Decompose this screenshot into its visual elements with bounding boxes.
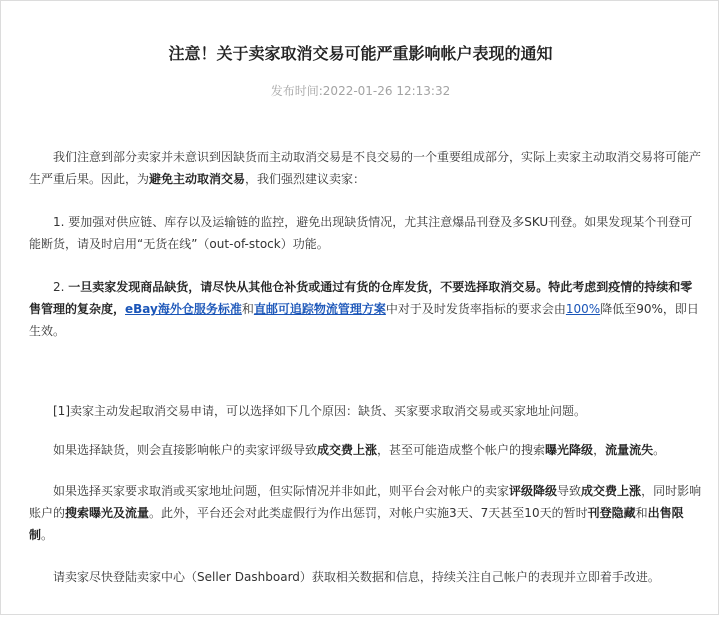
item2-bold-1: 一旦卖家发现商品缺货，请尽快从其他仓补货或通过有货的仓库发货，不要选择取消交易。特此考虑到疫情的持续和零售管理的复杂度，: [29, 280, 693, 316]
article-title: 注意！关于卖家取消交易可能严重影响帐户表现的通知: [168, 44, 553, 63]
br-text-3: ，同时影响账户的: [29, 484, 702, 520]
intro-bold-1: 避免主动取消交易: [149, 172, 246, 186]
br-text-2: 导致: [557, 484, 582, 498]
oos-bold-1: 成交费上涨: [317, 443, 378, 457]
link-ebay-overseas-warehouse[interactable]: eBay海外仓服务标准: [125, 302, 242, 316]
br-bold-4: 刊登隐藏: [587, 506, 636, 520]
paragraph-closing: 请卖家尽快登陆卖家中心（Seller Dashboard）获取相关数据和信息，持续关注自己帐户的表现并立即着手改进。: [53, 570, 660, 584]
paragraph-item-1: 1. 要加强对供应链、库存以及运输链的监控，避免出现缺货情况，尤其注意爆品刊登及多SKU刊登。如果发现某个刊登可能断货，请及时启用“无货在线”（out-of-stock）功能。: [29, 215, 693, 251]
link-direct-mail-logistics[interactable]: 直邮可追踪物流管理方案: [253, 302, 386, 316]
oos-bold-2: 曝光降级: [545, 443, 594, 457]
item2-text-3: 中对于及时发货率指标的要求会由: [385, 302, 566, 316]
oos-text-2: ，甚至可能造成整个帐户的搜索: [377, 443, 546, 457]
br-text-6: 。: [41, 528, 54, 542]
item2-text-4: 降低至90%，即日生效。: [29, 302, 699, 338]
oos-text-3: ，: [593, 443, 606, 457]
paragraph-reasons: [1]卖家主动发起取消交易申请，可以选择如下几个原因：缺货、买家要求取消交易或买家地址问题。: [53, 404, 587, 418]
link-100-percent[interactable]: 100%: [565, 302, 601, 316]
intro-text-1: 我们注意到部分卖家并未意识到因缺货而主动取消交易是不良交易的一个重要组成部分，实际上卖家主动取消交易将可能产生严重后果。因此，为: [29, 150, 702, 186]
oos-text-1: 如果选择缺货，则会直接影响帐户的卖家评级导致: [53, 443, 318, 457]
br-bold-3: 搜索曝光及流量: [65, 506, 150, 520]
publish-time: 发布时间:2022-01-26 12:13:32: [270, 84, 451, 98]
br-bold-2: 成交费上涨: [581, 484, 642, 498]
item2-text-1: 2.: [53, 280, 69, 294]
oos-text-4: 。: [653, 443, 666, 457]
paragraph-intro: [29, 146, 704, 190]
oos-bold-3: 流量流失: [605, 443, 654, 457]
item2-text-2: 和: [241, 302, 254, 316]
br-bold-1: 评级降级: [509, 484, 558, 498]
br-bold-5: 出售限制: [29, 506, 684, 542]
br-text-5: 和: [635, 506, 648, 520]
paragraph-buyer-request: [29, 480, 704, 546]
paragraph-out-of-stock: [29, 439, 704, 461]
br-text-4: 。此外，平台还会对此类虚假行为作出惩罚，对帐户实施3天、7天甚至10天的暂时: [149, 506, 588, 520]
br-text-1: 如果选择买家要求取消或买家地址问题，但实际情况并非如此，则平台会对帐户的卖家: [53, 484, 510, 498]
paragraph-item-2: [29, 276, 704, 342]
intro-text-2: ，我们强烈建议卖家：: [245, 172, 366, 186]
